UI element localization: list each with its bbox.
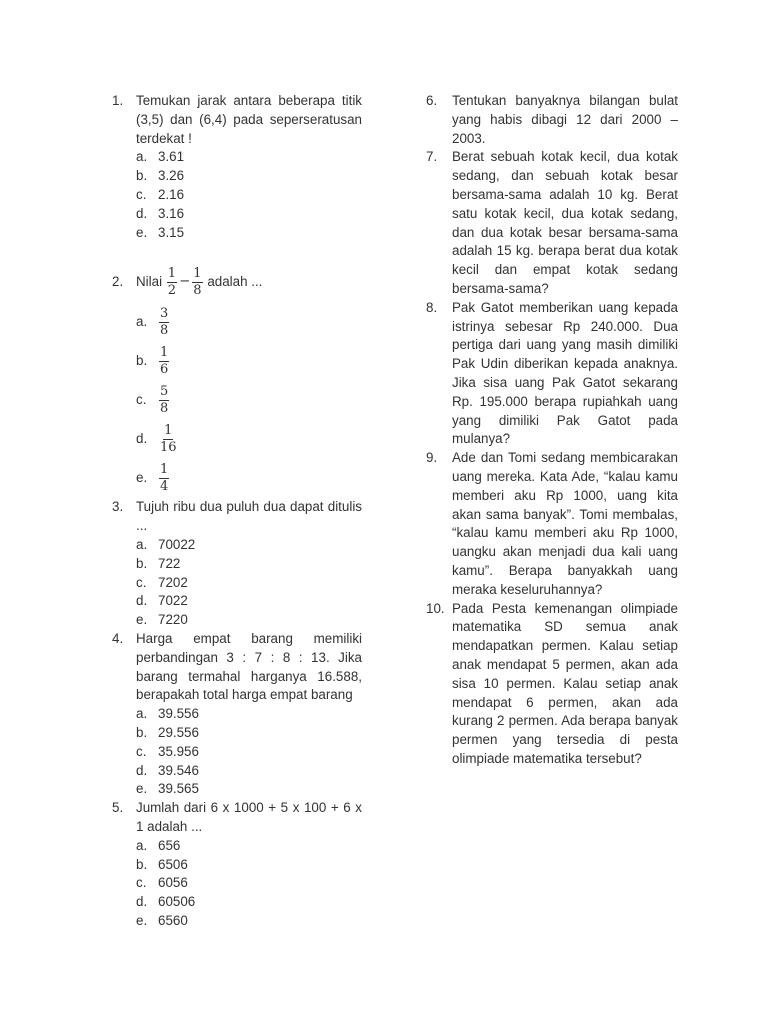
question-3	[112, 498, 362, 630]
fraction	[159, 385, 169, 416]
option-b	[136, 167, 362, 186]
option-letter: d.	[136, 431, 148, 447]
option-letter: a.	[136, 314, 148, 330]
spacer	[112, 242, 362, 264]
question-number: 10.	[426, 600, 445, 616]
option-e	[136, 780, 362, 799]
question-6	[426, 92, 678, 148]
question-number: 5.	[112, 800, 124, 816]
question-8	[426, 299, 678, 449]
question-4	[112, 630, 362, 799]
question-number: 1.	[112, 93, 124, 108]
option-a	[136, 536, 362, 555]
option-letter: e.	[136, 781, 148, 797]
option-value: 3.15	[158, 224, 185, 240]
numerator: 3	[160, 306, 169, 322]
fraction	[159, 307, 169, 338]
option-value: 39.556	[158, 706, 199, 722]
option-b	[136, 555, 362, 574]
denominator: 8	[193, 282, 202, 298]
question-number: 9.	[426, 450, 438, 466]
option-value: 35.956	[158, 743, 199, 759]
option-value: 60506	[158, 894, 196, 910]
question-number: 4.	[112, 630, 124, 646]
option-e	[136, 611, 362, 630]
option-letter: e.	[136, 612, 148, 628]
question-text: Berat sebuah kotak kecil, dua kotak sedang, dan sebuah kotak besar bersama-sama adalah 10 kg. Berat satu kotak kecil, dua kotak sedang, dan dua kotak besar bersama-sama adalah 15 kg. berapa berat dua kotak kecil dan empat kotak sedang bersama-sama?	[452, 149, 678, 296]
question-text: Tentukan banyaknya bilangan bulat yang habis dibagi 12 dari 2000 – 2003.	[452, 93, 678, 146]
question-text: Pada Pesta kemenangan olimpiade matematika SD semua anak mendapatkan permen. Kalau setiap anak mendapat 5 permen, akan ada sisa 10 permen. Kalau setiap anak mendapat 6 permen, akan ada kurang 2 permen. Ada berapa banyak permen yang tersedia di pesta olimpiade matematika tersebut?	[452, 600, 678, 766]
option-value: 7022	[158, 593, 188, 609]
option-letter: b.	[136, 856, 148, 872]
option-c	[136, 186, 362, 205]
answer-options	[136, 303, 362, 498]
option-c	[136, 381, 362, 420]
option-value: 6560	[158, 912, 188, 928]
option-letter: d.	[136, 894, 148, 910]
question-10	[426, 600, 678, 769]
option-a	[136, 705, 362, 724]
option-letter: c.	[136, 743, 147, 759]
question-5	[112, 799, 362, 931]
option-d	[136, 205, 362, 224]
option-d	[136, 893, 362, 912]
option-b	[136, 724, 362, 743]
option-value: 7220	[158, 612, 188, 628]
answer-options	[136, 705, 362, 799]
option-value: 3.16	[158, 205, 185, 221]
question-number: 2.	[112, 274, 124, 290]
option-value: 6506	[158, 856, 188, 872]
numerator: 1	[160, 345, 169, 361]
question-number: 3.	[112, 499, 124, 515]
question-number: 6.	[426, 93, 438, 108]
option-letter: b.	[136, 168, 148, 184]
option-letter: d.	[136, 593, 148, 609]
option-value: 6056	[158, 875, 188, 891]
answer-options	[136, 837, 362, 931]
numerator: 1	[167, 265, 177, 281]
question-2	[112, 264, 362, 498]
question-7	[426, 148, 678, 298]
question-9	[426, 449, 678, 599]
question-1	[112, 92, 362, 242]
right-column	[426, 92, 678, 769]
question-suffix: adalah ...	[207, 273, 263, 289]
option-letter: e.	[136, 912, 148, 928]
question-number: 8.	[426, 299, 438, 315]
question-number: 7.	[426, 149, 438, 165]
option-value: 7202	[158, 574, 188, 590]
option-c	[136, 743, 362, 762]
denominator: 6	[160, 362, 169, 378]
option-letter: d.	[136, 205, 148, 221]
option-e	[136, 459, 362, 498]
denominator: 8	[160, 401, 169, 417]
denominator: 8	[160, 323, 169, 339]
left-column	[112, 92, 362, 931]
option-e	[136, 224, 362, 243]
question-text: Temukan jarak antara beberapa titik (3,5) dan (6,4) pada seperseratusan terdekat !	[136, 93, 362, 146]
option-a	[136, 837, 362, 856]
option-letter: d.	[136, 762, 148, 778]
option-value: 39.546	[158, 762, 199, 778]
option-value: 2.16	[158, 186, 185, 202]
question-text: Tujuh ribu dua puluh dua dapat ditulis ...	[136, 499, 362, 534]
numerator: 1	[164, 423, 173, 439]
option-letter: b.	[136, 555, 148, 571]
question-text: Ade dan Tomi sedang membicarakan uang mereka. Kata Ade, “kalau kamu memberi aku Rp 1000, uang kita akan sama banyak”. Tomi membalas, “kalau kamu memberi aku Rp 1000, uangku akan menjadi dua kali uang kamu”. Berapa banyakkah uang meraka keseluruhannya?	[452, 450, 678, 597]
option-value: 70022	[158, 536, 196, 552]
option-letter: e.	[136, 470, 148, 486]
question-text: Harga empat barang memiliki perbandingan 3 : 7 : 8 : 13. Jika barang termahal harganya 16.588, berapakah total harga empat barang	[136, 630, 362, 703]
option-letter: c.	[136, 392, 147, 408]
option-value: 656	[158, 837, 181, 853]
option-letter: b.	[136, 724, 148, 740]
option-d	[136, 592, 362, 611]
fraction	[192, 267, 202, 298]
fraction	[159, 463, 169, 494]
option-a	[136, 303, 362, 342]
option-a	[136, 148, 362, 167]
option-value: 39.565	[158, 781, 199, 797]
denominator: 16	[160, 440, 177, 456]
question-prefix: Nilai	[136, 273, 163, 289]
option-b	[136, 342, 362, 381]
minus-sign: −	[179, 273, 191, 289]
option-d	[136, 420, 362, 459]
question-text	[136, 264, 362, 300]
denominator: 2	[167, 282, 177, 298]
answer-options	[136, 148, 362, 242]
option-value: 3.61	[158, 149, 185, 165]
option-value: 3.26	[158, 168, 185, 184]
option-letter: c.	[136, 875, 147, 891]
option-letter: b.	[136, 353, 148, 369]
answer-options	[136, 536, 362, 630]
option-d	[136, 762, 362, 781]
fraction	[159, 424, 178, 455]
numerator: 1	[160, 462, 169, 478]
option-letter: e.	[136, 224, 148, 240]
fraction	[159, 346, 169, 377]
fraction	[167, 267, 177, 298]
option-c	[136, 874, 362, 893]
option-c	[136, 574, 362, 593]
option-letter: c.	[136, 574, 147, 590]
option-letter: c.	[136, 186, 147, 202]
option-value: 722	[158, 555, 181, 571]
denominator: 4	[160, 479, 169, 495]
option-letter: a.	[136, 149, 148, 165]
option-letter: a.	[136, 536, 148, 552]
numerator: 5	[160, 384, 169, 400]
question-text: Pak Gatot memberikan uang kepada istrinya sebesar Rp 240.000. Dua pertiga dari uang yang masih dimiliki Pak Udin diberikan kepada anaknya. Jika sisa uang Pak Gatot sekarang Rp. 195.000 berapa rupiahkah uang yang dimiliki Pak Gatot pada mulanya?	[452, 299, 678, 447]
numerator: 1	[193, 265, 202, 281]
option-e	[136, 912, 362, 931]
option-letter: a.	[136, 837, 148, 853]
option-value: 29.556	[158, 724, 199, 740]
question-text: Jumlah dari 6 x 1000 + 5 x 100 + 6 x 1 adalah ...	[136, 800, 362, 834]
option-b	[136, 856, 362, 875]
option-letter: a.	[136, 706, 148, 722]
